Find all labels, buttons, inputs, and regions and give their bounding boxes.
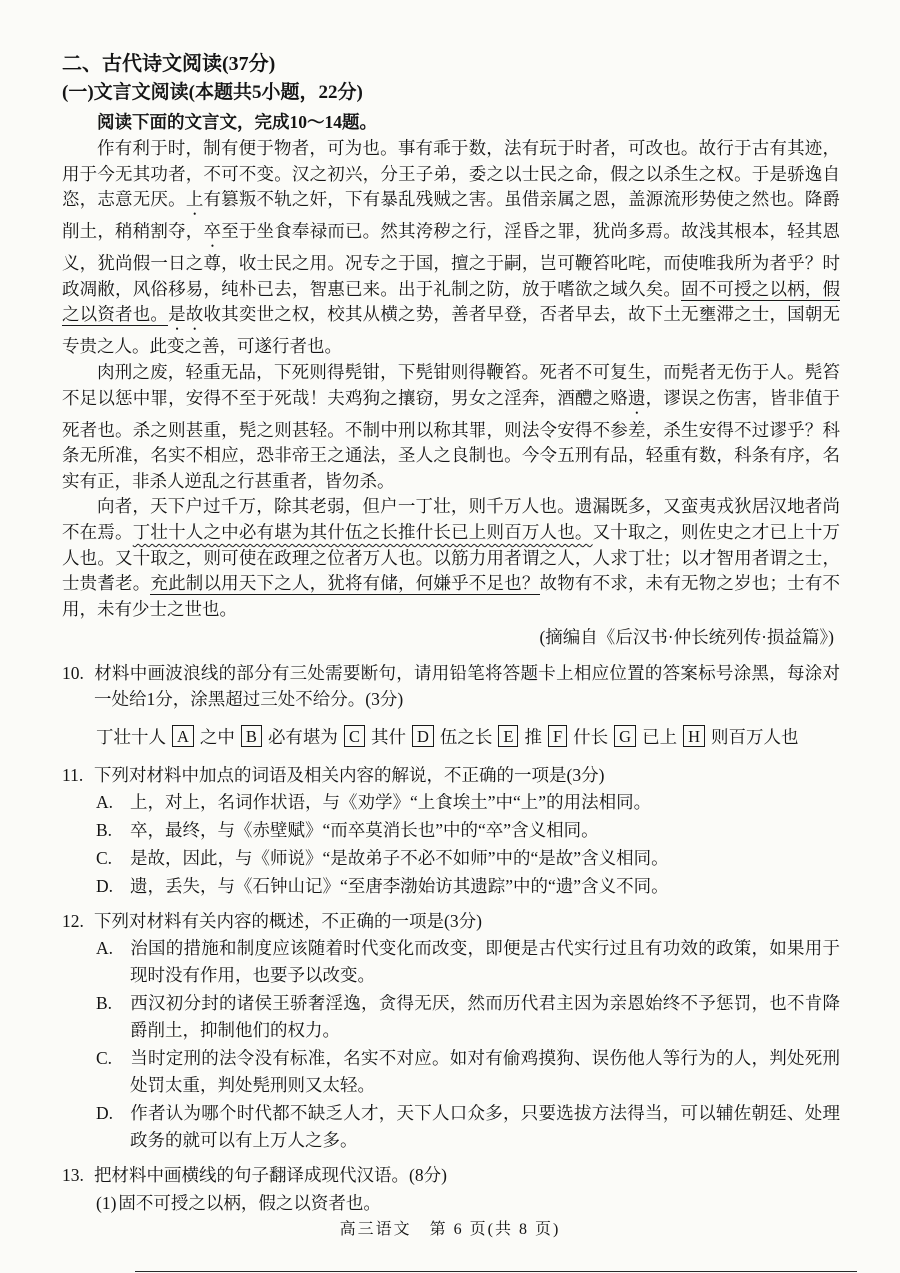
option-text: 当时定刑的法令没有标准，名实不对应。如对有偷鸡摸狗、误伤他人等行为的人，判处死刑处罚太重，判处髡刑则又太轻。 [130, 1048, 840, 1096]
subsection-title: (一)文言文阅读(本题共5小题，22分) [62, 82, 363, 103]
passage-segment: 伍之长 [439, 727, 493, 748]
sub-item-label: (1) [96, 1193, 117, 1214]
passage-segment: ，谬误之伤害，皆非值于死者也。杀之则甚重，髡之则甚轻。不制中刑以称其罪，则法令安得不参差，杀生安得不过谬乎？科条无所准，名实不相应，恐非帝王之通法，圣人之良制也。今令五刑有品，轻重有数，科条有序，名实有正，非杀人逆乱之行甚重者，皆勿杀。 [62, 387, 841, 491]
passage-segment: 已上 [642, 727, 678, 748]
passage-segment-box: H [683, 725, 705, 747]
passage-paragraph-3 [62, 494, 840, 622]
answer-area [62, 1243, 840, 1273]
passage-segment-dot: 是故 [168, 304, 204, 325]
passage-segment-box: D [412, 725, 434, 747]
question-10-stem [62, 660, 840, 712]
question-12-number: 12. [62, 911, 84, 932]
question-13-text: 把材料中画横线的句子翻译成现代汉语。(8分) [94, 1165, 447, 1186]
passage-paragraph-1 [62, 136, 840, 360]
answer-line-1 [135, 1243, 857, 1272]
passage-segment: 丁壮十人 [96, 727, 166, 748]
question-11-option-c [62, 845, 840, 872]
question-12 [62, 908, 840, 1154]
option-label: A. [96, 792, 114, 813]
passage-segment-underline: 固不可授之以柄，假之以资者也。 [62, 278, 841, 325]
page-footer: 高三语文 第 6 页(共 8 页) [339, 1221, 561, 1238]
question-11-option-d [62, 873, 840, 900]
question-12-text: 下列对材料有关内容的概述，不正确的一项是(3分) [94, 911, 482, 932]
question-12-stem [62, 908, 840, 934]
passage-segment: 向者，天下户过千万，除其老弱，但户一丁壮，则千万人也。遗漏既多，又蛮夷戎狄居汉地者尚不在焉。 [62, 496, 840, 542]
option-text: 作者认为哪个时代都不缺乏人才，天下人口众多，只要选拔方法得当，可以辅佐朝廷、处理政务的就可以有上万人之多。 [130, 1103, 840, 1151]
passage-segment-box: C [344, 725, 365, 747]
question-11 [62, 762, 840, 900]
passage-segment: 作有利于时，制有便于物者，可为也。事有乖于数，法有玩于时者，可改也。故行于古有其迹，用于今无其功者，不可不变。汉之初兴，分王子弟，委之以士民之命，假之以杀生之权。于是骄逸自恣，志意无厌。 [62, 138, 840, 210]
question-10-segmentation-line [96, 720, 840, 754]
reading-instruction: 阅读下面的文言文，完成10～14题。 [97, 112, 377, 132]
question-12-option-c [62, 1045, 840, 1099]
page-content [62, 50, 840, 1273]
question-12-option-a [62, 935, 840, 989]
section-title: 二、古代诗文阅读(37分) [62, 53, 276, 75]
question-11-option-a [62, 789, 840, 816]
passage-segment: 故物有不求，未有无物之岁也；士有不用，未有少士之世也。 [62, 573, 841, 619]
question-13-stem [62, 1162, 840, 1188]
passage-segment: 推 [524, 727, 542, 748]
passage-segment-box: F [548, 725, 567, 747]
passage-segment-box: A [172, 725, 194, 747]
passage-segment: 什长 [573, 727, 609, 748]
question-13-sub-item-1 [96, 1190, 840, 1217]
passage-segment: 必有堪为 [267, 727, 338, 748]
passage-segment: 之中 [199, 727, 235, 748]
passage-segment: 肉刑之废，轻重无品，下死则得髡钳，下髡钳则得鞭笞。死者不可复生，而髡者无伤于人。髡笞不足以惩中罪，安得不至于死哉！夫鸡狗之攘窃，男女之淫奔，酒醴之赂 [62, 361, 840, 408]
passage-segment-underline: 充此制以用天下之人，犹将有储，何嫌乎不足也？ [150, 573, 540, 594]
question-11-number: 11. [62, 765, 84, 786]
question-10 [62, 660, 840, 754]
question-11-stem [62, 762, 840, 788]
option-text: 是故，因此，与《师说》“是故弟子不必不如师”中的“是故”含义相同。 [130, 848, 669, 869]
passage-attribution: (摘编自《后汉书·仲长统列传·损益篇》) [539, 627, 834, 648]
option-text: 卒，最终，与《赤壁赋》“而卒莫消长也”中的“卒”含义相同。 [130, 820, 599, 841]
passage-segment-dot: 上 [185, 189, 204, 210]
option-label: D. [96, 876, 114, 897]
option-label: B. [96, 993, 113, 1014]
question-10-number: 10. [62, 663, 84, 684]
option-text: 西汉初分封的诸侯王骄奢淫逸，贪得无厌，然而历代君主因为亲恩始终不予惩罚，也不肯降爵削土，抑制他们的权力。 [130, 993, 840, 1041]
question-11-text: 下列对材料中加点的词语及相关内容的解说，不正确的一项是(3分) [94, 765, 605, 786]
passage-segment: 有篡叛不轨之奸，下有暴乱残贼之害。虽借亲属之恩，盖源流形势使之然也。降爵削土，稍稍割夺， [62, 189, 841, 242]
question-12-option-b [62, 990, 840, 1044]
passage-segment-box: G [614, 725, 636, 747]
option-text: 上，对上，名词作状语，与《劝学》“上食埃土”中“上”的用法相同。 [130, 792, 652, 813]
passage-segment-box: E [498, 725, 518, 747]
option-label: A. [96, 938, 114, 959]
option-label: D. [96, 1103, 114, 1124]
passage-segment-wavy: 丁壮十人之中必有堪为其什伍之长推什长已上则百万人也。 [132, 521, 593, 542]
passage-segment: 至于坐食奉禄而已。然其洿秽之行，淫昏之罪，犹尚多焉。故浅其根本，轻其恩义，犹尚假一日之尊，收士民之用。况专之于国，擅之于嗣，岂可鞭笞叱咤，而使唯我所为者乎？时政凋敝，风俗移易，纯朴已去，智惠已来。出于礼制之防，放于嗜欲之域久矣。 [62, 221, 841, 299]
option-text: 治国的措施和制度应该随着时代变化而改变，即便是古代实行过且有功效的政策，如果用于现时没有作用，也要予以改变。 [130, 938, 840, 986]
passage-segment: 收其奕世之权，校其从横之势，善者早登，否者早去，故下土无壅滞之士，国朝无专贵之人。此变之善，可遂行者也。 [62, 304, 841, 357]
option-text: 遗，丢失，与《石钟山记》“至唐李渤始访其遗踪”中的“遗”含义不同。 [130, 876, 669, 897]
passage-segment: 其什 [370, 727, 406, 748]
passage-segment-dot: 卒 [203, 221, 222, 242]
passage-segment: 又十取之，则佐史之才已上十万人也。又十取之，则可使在政理之位者万人也。以筋力用者谓之人，人求丁壮；以才智用者谓之士，士贵耆老。 [62, 521, 841, 594]
passage-segment-box: B [241, 725, 262, 747]
sub-item-text: 固不可授之以柄，假之以资者也。 [118, 1193, 381, 1214]
option-label: B. [96, 820, 113, 841]
passage-segment: 则百万人也 [711, 727, 799, 748]
passage-segment-dot: 遗 [627, 387, 646, 408]
question-10-text: 材料中画波浪线的部分有三处需要断句，请用铅笔将答题卡上相应位置的答案标号涂黑，每涂对一处给1分，涂黑超过三处不给分。(3分) [94, 663, 840, 710]
question-13-number: 13. [62, 1165, 84, 1186]
option-label: C. [96, 848, 113, 869]
passage-paragraph-2 [62, 360, 840, 494]
classical-passage [62, 136, 840, 652]
question-12-option-d [62, 1100, 840, 1154]
option-label: C. [96, 1048, 113, 1069]
question-11-option-b [62, 817, 840, 844]
